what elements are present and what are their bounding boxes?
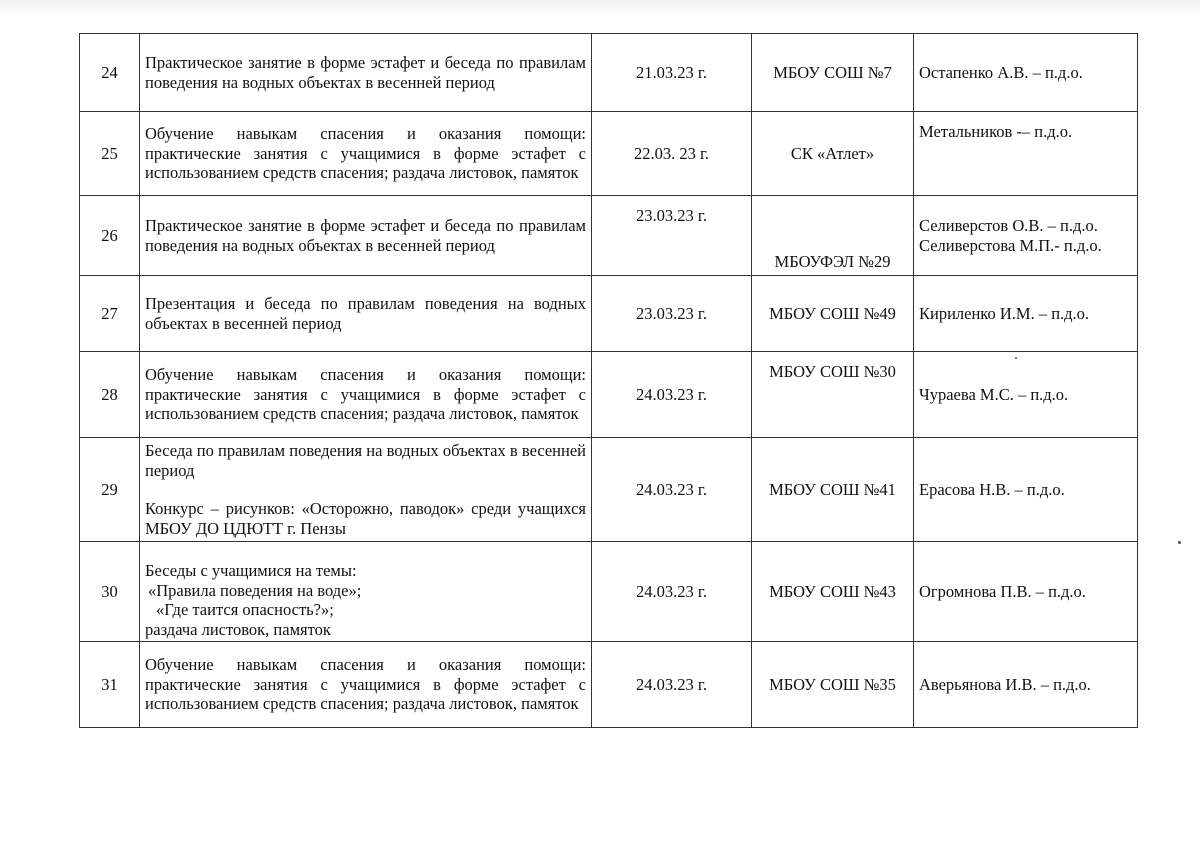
- table-row: [80, 352, 1138, 438]
- row-number: 28: [80, 352, 140, 438]
- scan-speck: [1015, 357, 1017, 359]
- table-row: [80, 542, 1138, 642]
- event-place: МБОУФЭЛ №29: [752, 196, 914, 276]
- responsible-person: Селиверстов О.В. – п.д.о.: [919, 216, 1098, 235]
- row-number: 24: [80, 34, 140, 112]
- table-row: [80, 438, 1138, 542]
- event-responsible: [914, 196, 1138, 276]
- event-place: МБОУ СОШ №49: [752, 276, 914, 352]
- event-place: МБОУ СОШ №35: [752, 642, 914, 728]
- table-row: [80, 196, 1138, 276]
- responsible-person: Метальников -– п.д.о.: [919, 122, 1073, 141]
- table-row: [80, 112, 1138, 196]
- event-description: Практическое занятие в форме эстафет и беседа по правилам поведения на водных объектах в весенней период: [140, 196, 592, 276]
- responsible-person: Огромнова П.В. – п.д.о.: [919, 581, 1086, 601]
- event-responsible: [914, 438, 1138, 542]
- responsible-person: Аверьянова И.В. – п.д.о.: [919, 674, 1091, 694]
- responsible-person: Остапенко А.В. – п.д.о.: [919, 62, 1083, 82]
- event-line: раздача листовок, памяток: [145, 619, 331, 639]
- event-date: 22.03. 23 г.: [592, 112, 752, 196]
- event-line: «Правила поведения на воде»;: [148, 580, 362, 600]
- event-date: 24.03.23 г.: [592, 642, 752, 728]
- table-row: [80, 276, 1138, 352]
- event-responsible: [914, 112, 1138, 196]
- row-number: 25: [80, 112, 140, 196]
- event-date: 24.03.23 г.: [592, 352, 752, 438]
- event-description: Презентация и беседа по правилам поведения на водных объектах в весенней период: [140, 276, 592, 352]
- event-responsible: [914, 542, 1138, 642]
- event-date: 21.03.23 г.: [592, 34, 752, 112]
- event-line: Беседа по правилам поведения на водных объектах в весенней период: [145, 441, 586, 480]
- event-place: СК «Атлет»: [752, 112, 914, 196]
- event-date: 23.03.23 г.: [592, 196, 752, 276]
- event-responsible: [914, 276, 1138, 352]
- event-description: Обучение навыкам спасения и оказания помощи: практические занятия с учащимися в форме эстафет с использованием средств спасения; раздача листовок, памяток: [140, 112, 592, 196]
- event-description: [140, 542, 592, 642]
- row-number: 31: [80, 642, 140, 728]
- row-number: 27: [80, 276, 140, 352]
- table-row: [80, 34, 1138, 112]
- responsible-person: Чураева М.С. – п.д.о.: [919, 384, 1069, 404]
- event-description: Практическое занятие в форме эстафет и беседа по правилам поведения на водных объектах в весенней период: [140, 34, 592, 112]
- event-description: [140, 438, 592, 542]
- event-description: Обучение навыкам спасения и оказания помощи: практические занятия с учащимися в форме эстафет с использованием средств спасения; раздача листовок, памяток: [140, 642, 592, 728]
- event-date: 23.03.23 г.: [592, 276, 752, 352]
- responsible-person: Ерасова Н.В. – п.д.о.: [919, 479, 1065, 499]
- responsible-person: Селиверстова М.П.- п.д.о.: [919, 235, 1102, 255]
- spacer: [145, 480, 586, 499]
- responsible-person: Кириленко И.М. – п.д.о.: [919, 303, 1090, 323]
- event-date: 24.03.23 г.: [592, 438, 752, 542]
- event-place: МБОУ СОШ №41: [752, 438, 914, 542]
- event-place: МБОУ СОШ №7: [752, 34, 914, 112]
- events-table: [79, 33, 1138, 728]
- scan-speck: [1178, 541, 1181, 544]
- event-responsible: [914, 642, 1138, 728]
- event-place: МБОУ СОШ №43: [752, 542, 914, 642]
- event-line: Конкурс – рисунков: «Осторожно, паводок» среди учащихся МБОУ ДО ЦДЮТТ г. Пензы: [145, 499, 586, 538]
- table-row: [80, 642, 1138, 728]
- row-number: 26: [80, 196, 140, 276]
- event-description: Обучение навыкам спасения и оказания помощи: практические занятия с учащимися в форме эстафет с использованием средств спасения; раздача листовок, памяток: [140, 352, 592, 438]
- event-responsible: [914, 352, 1138, 438]
- event-responsible: [914, 34, 1138, 112]
- row-number: 30: [80, 542, 140, 642]
- event-line: Беседы с учащимися на темы:: [145, 561, 357, 580]
- event-line: «Где таится опасность?»;: [156, 600, 334, 619]
- scan-edge-shadow: [0, 0, 1200, 18]
- row-number: 29: [80, 438, 140, 542]
- event-place: МБОУ СОШ №30: [752, 352, 914, 438]
- event-date: 24.03.23 г.: [592, 542, 752, 642]
